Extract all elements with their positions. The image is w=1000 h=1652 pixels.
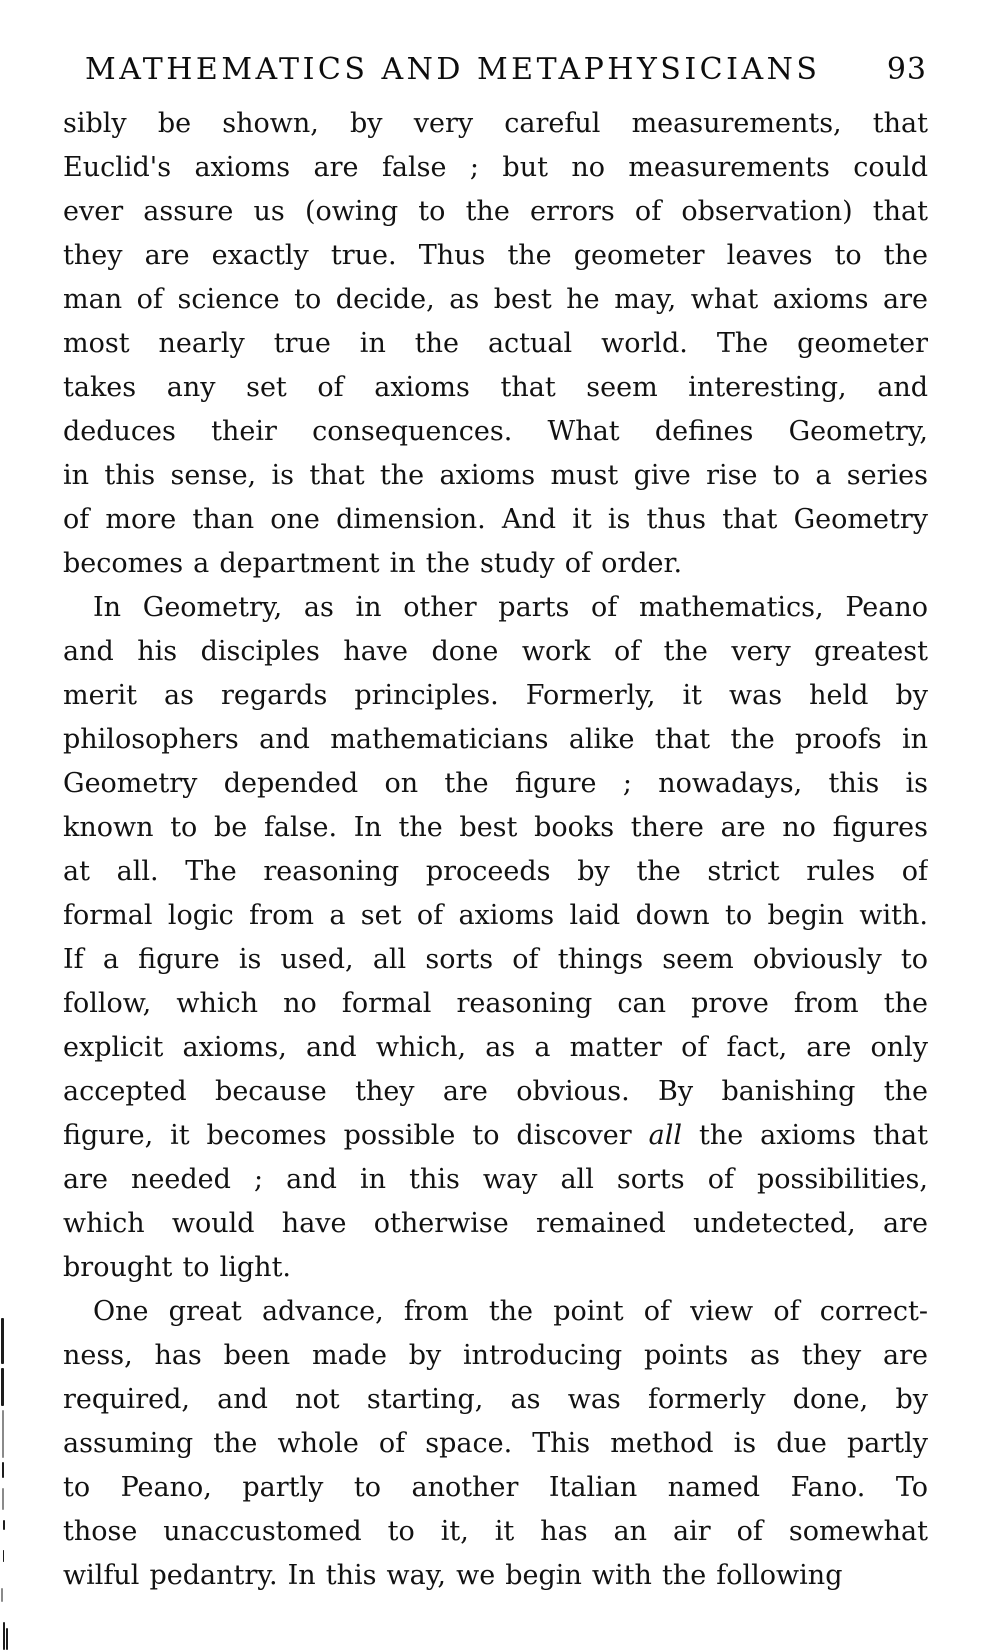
paragraph: [63, 586, 928, 1290]
page-body: [63, 102, 928, 1598]
text-line: to Peano, partly to another Italian named Fano. To: [63, 1472, 928, 1503]
text-line: One great advance, from the point of view of correct-: [93, 1296, 928, 1327]
scan-mark: [3, 1520, 5, 1530]
text-line: figure, it becomes possible to discover all the axioms that: [63, 1120, 928, 1151]
scan-mark: [1, 1588, 3, 1602]
text-line: sibly be shown, by very careful measurements, that: [63, 108, 928, 139]
text-line: explicit axioms, and which, as a matter of fact, are only: [63, 1032, 928, 1063]
text-line: required, and not starting, as was formerly done, by: [63, 1384, 928, 1415]
text-line: and his disciples have done work of the very greatest: [63, 636, 928, 667]
text-line: Geometry depended on the figure ; nowadays, this is: [63, 768, 928, 799]
scan-mark: [3, 1622, 5, 1650]
text-line: deduces their consequences. What defines Geometry,: [63, 416, 928, 447]
text-line: wilful pedantry. In this way, we begin with the following: [63, 1560, 843, 1591]
text-line: In Geometry, as in other parts of mathematics, Peano: [93, 592, 928, 623]
text-line: in this sense, is that the axioms must give rise to a series: [63, 460, 928, 491]
text-line: ever assure us (owing to the errors of observation) that: [63, 196, 928, 227]
text-line: Euclid's axioms are false ; but no measurements could: [63, 152, 928, 183]
scan-mark: [1, 1368, 4, 1406]
text-line: If a figure is used, all sorts of things seem obviously to: [63, 944, 928, 975]
page-number: 93: [886, 52, 927, 87]
text-line: those unaccustomed to it, it has an air of somewhat: [63, 1516, 928, 1547]
text-line: most nearly true in the actual world. The geometer: [63, 328, 928, 359]
text-line: accepted because they are obvious. By banishing the: [63, 1076, 928, 1107]
paragraph: [63, 1290, 928, 1598]
scan-mark: [2, 1462, 4, 1478]
text-line: are needed ; and in this way all sorts of possibilities,: [63, 1164, 928, 1195]
scan-mark: [3, 1550, 4, 1562]
text-line: becomes a department in the study of order.: [63, 548, 683, 579]
text-line: philosophers and mathematicians alike that the proofs in: [63, 724, 928, 755]
paragraph: [63, 102, 928, 586]
scan-mark: [2, 1410, 4, 1458]
running-title: MATHEMATICS AND METAPHYSICIANS: [85, 52, 821, 87]
page-header: [85, 48, 927, 87]
text-line: follow, which no formal reasoning can prove from the: [63, 988, 928, 1019]
text-line: takes any set of axioms that seem interesting, and: [63, 372, 928, 403]
text-line: ness, has been made by introducing points as they are: [63, 1340, 928, 1371]
text-line: at all. The reasoning proceeds by the strict rules of: [63, 856, 928, 887]
text-line: merit as regards principles. Formerly, it was held by: [63, 680, 928, 711]
text-line: formal logic from a set of axioms laid down to begin with.: [63, 900, 928, 931]
text-line: known to be false. In the best books there are no figures: [63, 812, 928, 843]
text-line: of more than one dimension. And it is thus that Geometry: [63, 504, 928, 535]
scan-mark: [1, 1318, 4, 1364]
scan-mark: [2, 1488, 4, 1510]
text-line: assuming the whole of space. This method is due partly: [63, 1428, 928, 1459]
text-line: they are exactly true. Thus the geometer leaves to the: [63, 240, 928, 271]
text-line: man of science to decide, as best he may, what axioms are: [63, 284, 928, 315]
text-line: brought to light.: [63, 1252, 292, 1283]
scan-mark: [6, 1628, 8, 1650]
text-line: which would have otherwise remained undetected, are: [63, 1208, 928, 1239]
